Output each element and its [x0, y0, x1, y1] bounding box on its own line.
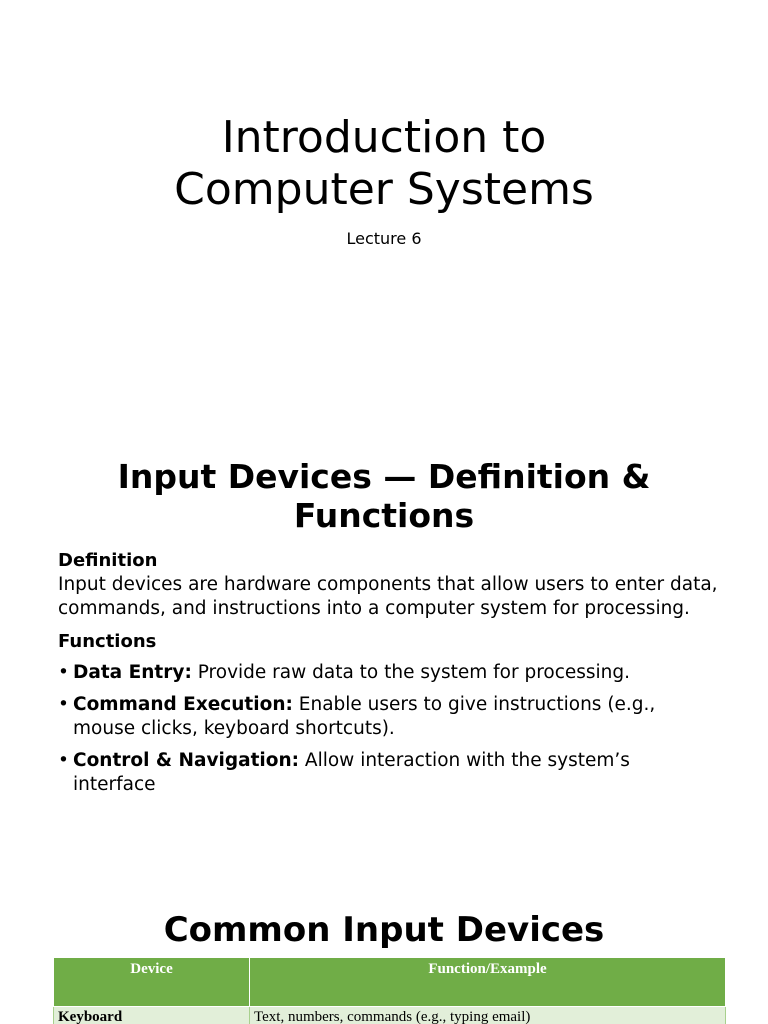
- devices-slide: [0, 860, 768, 1024]
- bullet-icon: •: [58, 750, 69, 771]
- function-text: Provide raw data to the system for processing.: [191, 662, 631, 683]
- function-text: Allow interaction with the system’s interface: [73, 750, 630, 795]
- definition-body: [58, 549, 718, 805]
- devices-slide-heading: Common Input Devices: [163, 910, 605, 950]
- title-line-1: Introduction to: [221, 112, 547, 163]
- list-item: [58, 693, 718, 741]
- devices-table: [53, 957, 726, 1024]
- bullet-icon: •: [58, 694, 69, 715]
- bullet-icon: •: [58, 662, 69, 683]
- lecture-subtitle: Lecture 6: [346, 229, 422, 248]
- functions-list: [58, 661, 718, 797]
- list-item: [58, 661, 718, 685]
- table-row: [54, 1007, 726, 1024]
- device-name-cell: Keyboard: [54, 1007, 250, 1024]
- function-text: Enable users to give instructions (e.g., mouse clicks, keyboard shortcuts).: [73, 694, 656, 739]
- definition-label: Definition: [58, 550, 158, 571]
- title-slide: [0, 0, 768, 420]
- column-header-function: Function/Example: [250, 958, 726, 1007]
- list-item: [58, 749, 718, 797]
- function-term: Data Entry:: [73, 662, 192, 683]
- title-line-2: Computer Systems: [174, 164, 594, 215]
- definition-slide: [0, 420, 768, 860]
- heading-line-2: Functions: [293, 496, 475, 535]
- presentation-title: [0, 112, 768, 216]
- definition-text: Input devices are hardware components that allow users to enter data, commands, and instructions into a computer system for processing.: [58, 574, 718, 619]
- device-function-cell: Text, numbers, commands (e.g., typing email): [250, 1007, 726, 1024]
- table-header-row: [54, 958, 726, 1007]
- function-term: Control & Navigation:: [73, 750, 300, 771]
- heading-line-1: Input Devices — Definition &: [117, 457, 651, 496]
- column-header-device: Device: [54, 958, 250, 1007]
- definition-slide-heading: [0, 457, 768, 535]
- function-term: Command Execution:: [73, 694, 293, 715]
- functions-label: Functions: [58, 631, 157, 652]
